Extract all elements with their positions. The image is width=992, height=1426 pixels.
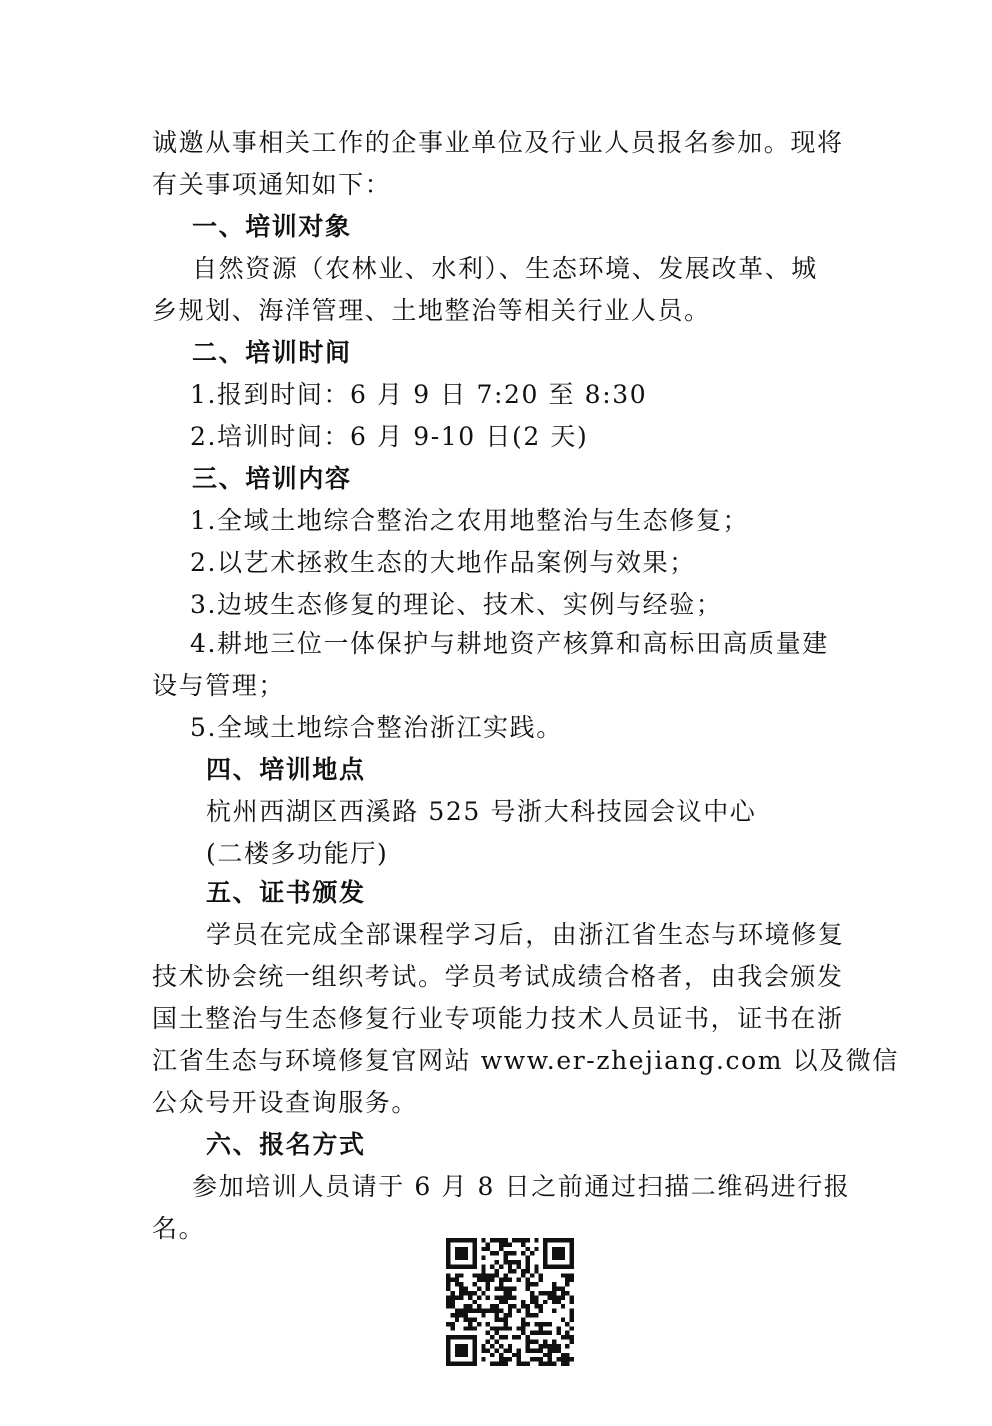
- section-heading-content: 三、培训内容: [192, 464, 352, 493]
- list-item: 2.培训时间：6 月 9-10 日(2 天): [190, 422, 589, 451]
- paragraph-line: 名。: [152, 1214, 206, 1243]
- intro-line-2: 有关事项通知如下：: [152, 170, 392, 199]
- paragraph-line: 国土整治与生态修复行业专项能力技术人员证书，证书在浙: [152, 1004, 844, 1033]
- list-item-continuation: 设与管理；: [152, 671, 286, 700]
- section-heading-time: 二、培训时间: [192, 338, 352, 367]
- list-item: 1.报到时间：6 月 9 日 7:20 至 8:30: [190, 380, 648, 409]
- paragraph-line: 自然资源（农林业、水利）、生态环境、发展改革、城: [192, 254, 818, 283]
- section-heading-certificate: 五、证书颁发: [206, 878, 366, 907]
- section-heading-target: 一、培训对象: [192, 212, 352, 241]
- intro-line-1: 诚邀从事相关工作的企事业单位及行业人员报名参加。现将: [152, 128, 844, 157]
- address-line: (二楼多功能厅): [206, 839, 389, 868]
- section-heading-location: 四、培训地点: [206, 755, 366, 784]
- paragraph-line: 公众号开设查询服务。: [152, 1088, 419, 1117]
- address-line: 杭州西湖区西溪路 525 号浙大科技园会议中心: [206, 797, 757, 826]
- list-item: 3.边坡生态修复的理论、技术、实例与经验；: [190, 590, 723, 619]
- paragraph-line: 技术协会统一组织考试。学员考试成绩合格者，由我会颁发: [152, 962, 844, 991]
- list-item: 2.以艺术拯救生态的大地作品案例与效果；: [190, 548, 696, 577]
- list-item: 4.耕地三位一体保护与耕地资产核算和高标田高质量建: [190, 629, 829, 658]
- section-heading-registration: 六、报名方式: [206, 1130, 366, 1159]
- list-item: 1.全域土地综合整治之农用地整治与生态修复；: [190, 506, 750, 535]
- paragraph-line: 乡规划、海洋管理、土地整治等相关行业人员。: [152, 296, 711, 325]
- paragraph-line: 参加培训人员请于 6 月 8 日之前通过扫描二维码进行报: [192, 1172, 851, 1201]
- paragraph-line: 学员在完成全部课程学习后，由浙江省生态与环境修复: [206, 920, 845, 949]
- qr-code-icon[interactable]: [446, 1238, 574, 1366]
- paragraph-line: 江省生态与环境修复官网站 www.er-zhejiang.com 以及微信: [152, 1046, 899, 1075]
- list-item: 5.全域土地综合整治浙江实践。: [190, 713, 563, 742]
